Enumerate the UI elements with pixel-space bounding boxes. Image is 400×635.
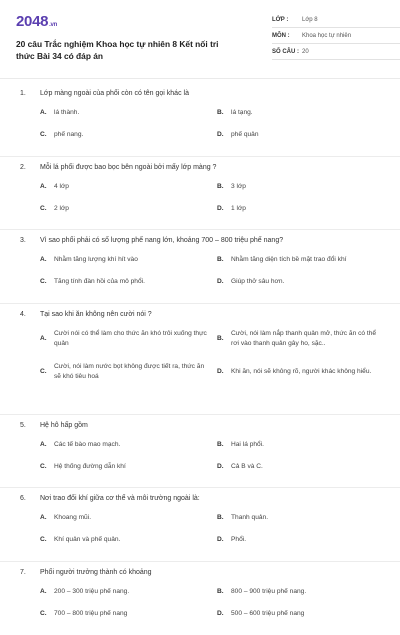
option-letter: A.: [40, 108, 54, 117]
option-letter: C.: [40, 367, 54, 378]
question-4: [0, 304, 400, 415]
options: [20, 329, 384, 383]
option-d[interactable]: [217, 204, 384, 213]
options: [20, 255, 384, 286]
option-letter: B.: [217, 255, 231, 264]
option-text: Cười, nói làm nước bọt không được tiết ra, thức ăn sẽ khó tiêu hoá: [54, 362, 207, 383]
option-text: Cười, nói làm nắp thanh quản mở, thức ăn có thể rơi vào thanh quản gây ho, sặc..: [231, 329, 384, 350]
question-stem: [20, 310, 384, 320]
option-letter: C.: [40, 204, 54, 213]
option-letter: B.: [217, 513, 231, 522]
option-d[interactable]: [217, 277, 384, 286]
option-text: lá tạng.: [231, 108, 253, 117]
option-d[interactable]: [217, 130, 384, 139]
meta-value: Khoa học tự nhiên: [302, 33, 351, 39]
option-c[interactable]: [40, 362, 207, 383]
option-b[interactable]: [217, 587, 384, 596]
option-text: lá thành.: [54, 108, 79, 117]
question-text: Lớp màng ngoài của phổi còn có tên gọi khác là: [40, 89, 189, 99]
option-letter: D.: [217, 462, 231, 471]
question-number: 3.: [20, 236, 40, 246]
question-2: [0, 157, 400, 231]
option-text: Khoang mũi.: [54, 513, 91, 522]
question-stem: [20, 89, 384, 99]
logo-main: 2048: [16, 13, 48, 30]
meta-subject: [272, 28, 400, 44]
option-letter: D.: [217, 535, 231, 544]
option-text: 1 lớp: [231, 204, 246, 213]
option-text: 4 lớp: [54, 182, 69, 191]
options: [20, 108, 384, 139]
meta-grade: [272, 12, 400, 28]
option-text: Khi ăn, nói sẽ không rõ, người khác không hiểu.: [231, 367, 371, 378]
question-text: Nơi trao đổi khí giữa cơ thể và môi trường ngoài là:: [40, 494, 200, 504]
option-text: 3 lớp: [231, 182, 246, 191]
option-letter: B.: [217, 334, 231, 345]
question-number: 1.: [20, 89, 40, 99]
question-stem: [20, 163, 384, 173]
option-b[interactable]: [217, 108, 384, 117]
question-text: Tại sao khi ăn không nên cười nói ?: [40, 310, 152, 320]
option-letter: A.: [40, 587, 54, 596]
logo-sub: .vn: [49, 22, 57, 28]
question-3: [0, 230, 400, 304]
option-letter: A.: [40, 182, 54, 191]
option-b[interactable]: [217, 513, 384, 522]
option-letter: B.: [217, 440, 231, 449]
option-text: Khí quản và phế quản.: [54, 535, 120, 544]
option-text: Các tế bào mao mạch.: [54, 440, 120, 449]
option-text: 200 – 300 triệu phế nang.: [54, 587, 129, 596]
option-letter: C.: [40, 130, 54, 139]
option-letter: C.: [40, 462, 54, 471]
question-1: [0, 83, 400, 157]
option-text: Phổi.: [231, 535, 246, 544]
option-letter: A.: [40, 513, 54, 522]
header: [16, 0, 384, 78]
option-a[interactable]: [40, 440, 207, 449]
meta-label: SỐ CÂU :: [272, 49, 302, 55]
question-7: [0, 562, 400, 635]
question-list: [16, 79, 384, 635]
option-letter: D.: [217, 277, 231, 286]
option-text: Nhằm tăng lượng khí hít vào: [54, 255, 138, 264]
option-letter: D.: [217, 609, 231, 618]
option-c[interactable]: [40, 535, 207, 544]
option-text: Nhằm tăng diện tích bề mặt trao đổi khí: [231, 255, 346, 264]
option-d[interactable]: [217, 609, 384, 618]
question-number: 2.: [20, 163, 40, 173]
options: [20, 440, 384, 471]
option-d[interactable]: [217, 362, 384, 383]
meta-label: MÔN :: [272, 33, 302, 39]
question-6: [0, 488, 400, 562]
option-letter: B.: [217, 108, 231, 117]
option-letter: C.: [40, 609, 54, 618]
meta-question-count: [272, 44, 400, 60]
option-text: Thanh quản.: [231, 513, 268, 522]
option-text: 700 – 800 triệu phế nang: [54, 609, 127, 618]
question-text: Mỗi lá phổi được bao bọc bên ngoài bởi mấy lớp màng ?: [40, 163, 216, 173]
option-text: Giúp thở sâu hơn.: [231, 277, 284, 286]
option-a[interactable]: [40, 513, 207, 522]
option-a[interactable]: [40, 108, 207, 117]
meta-info: [272, 12, 400, 60]
meta-label: LỚP :: [272, 17, 302, 23]
option-letter: B.: [217, 182, 231, 191]
option-c[interactable]: [40, 130, 207, 139]
option-a[interactable]: [40, 255, 207, 264]
option-a[interactable]: [40, 182, 207, 191]
option-d[interactable]: [217, 462, 384, 471]
option-letter: A.: [40, 440, 54, 449]
option-b[interactable]: [217, 329, 384, 350]
page-title: 20 câu Trắc nghiệm Khoa học tự nhiên 8 Kết nối tri thức Bài 34 có đáp án: [16, 39, 231, 62]
option-letter: A.: [40, 255, 54, 264]
option-text: Cười nói có thể làm cho thức ăn khó trôi xuống thực quản: [54, 329, 207, 350]
option-text: phế nang.: [54, 130, 83, 139]
option-text: phế quản: [231, 130, 259, 139]
option-text: 2 lớp: [54, 204, 69, 213]
option-letter: C.: [40, 535, 54, 544]
option-d[interactable]: [217, 535, 384, 544]
option-letter: D.: [217, 130, 231, 139]
options: [20, 513, 384, 544]
option-c[interactable]: [40, 277, 207, 286]
question-5: [0, 415, 400, 489]
option-c[interactable]: [40, 462, 207, 471]
option-text: Hệ thống đường dẫn khí: [54, 462, 126, 471]
question-stem: [20, 421, 384, 431]
option-b[interactable]: [217, 440, 384, 449]
option-a[interactable]: [40, 587, 207, 596]
meta-value: Lớp 8: [302, 17, 318, 23]
option-letter: B.: [217, 587, 231, 596]
option-b[interactable]: [217, 255, 384, 264]
option-letter: A.: [40, 334, 54, 345]
option-text: Cả B và C.: [231, 462, 263, 471]
question-stem: [20, 494, 384, 504]
question-number: 7.: [20, 568, 40, 578]
options: [20, 587, 384, 618]
option-text: Hai lá phổi.: [231, 440, 264, 449]
option-letter: C.: [40, 277, 54, 286]
option-letter: D.: [217, 367, 231, 378]
question-text: Vì sao phổi phải có số lượng phế nang lớn, khoảng 700 – 800 triệu phế nang?: [40, 236, 283, 246]
option-c[interactable]: [40, 609, 207, 618]
question-stem: [20, 236, 384, 246]
question-number: 5.: [20, 421, 40, 431]
question-number: 4.: [20, 310, 40, 320]
options: [20, 182, 384, 213]
option-text: 500 – 600 triệu phế nang: [231, 609, 304, 618]
question-stem: [20, 568, 384, 578]
option-b[interactable]: [217, 182, 384, 191]
option-c[interactable]: [40, 204, 207, 213]
option-text: 800 – 900 triệu phế nang.: [231, 587, 306, 596]
question-text: Hệ hô hấp gồm: [40, 421, 88, 431]
option-letter: D.: [217, 204, 231, 213]
option-text: Tăng tính đàn hồi của mô phổi.: [54, 277, 145, 286]
meta-value: 20: [302, 49, 309, 55]
question-number: 6.: [20, 494, 40, 504]
question-text: Phổi người trưởng thành có khoảng: [40, 568, 152, 578]
option-a[interactable]: [40, 329, 207, 350]
